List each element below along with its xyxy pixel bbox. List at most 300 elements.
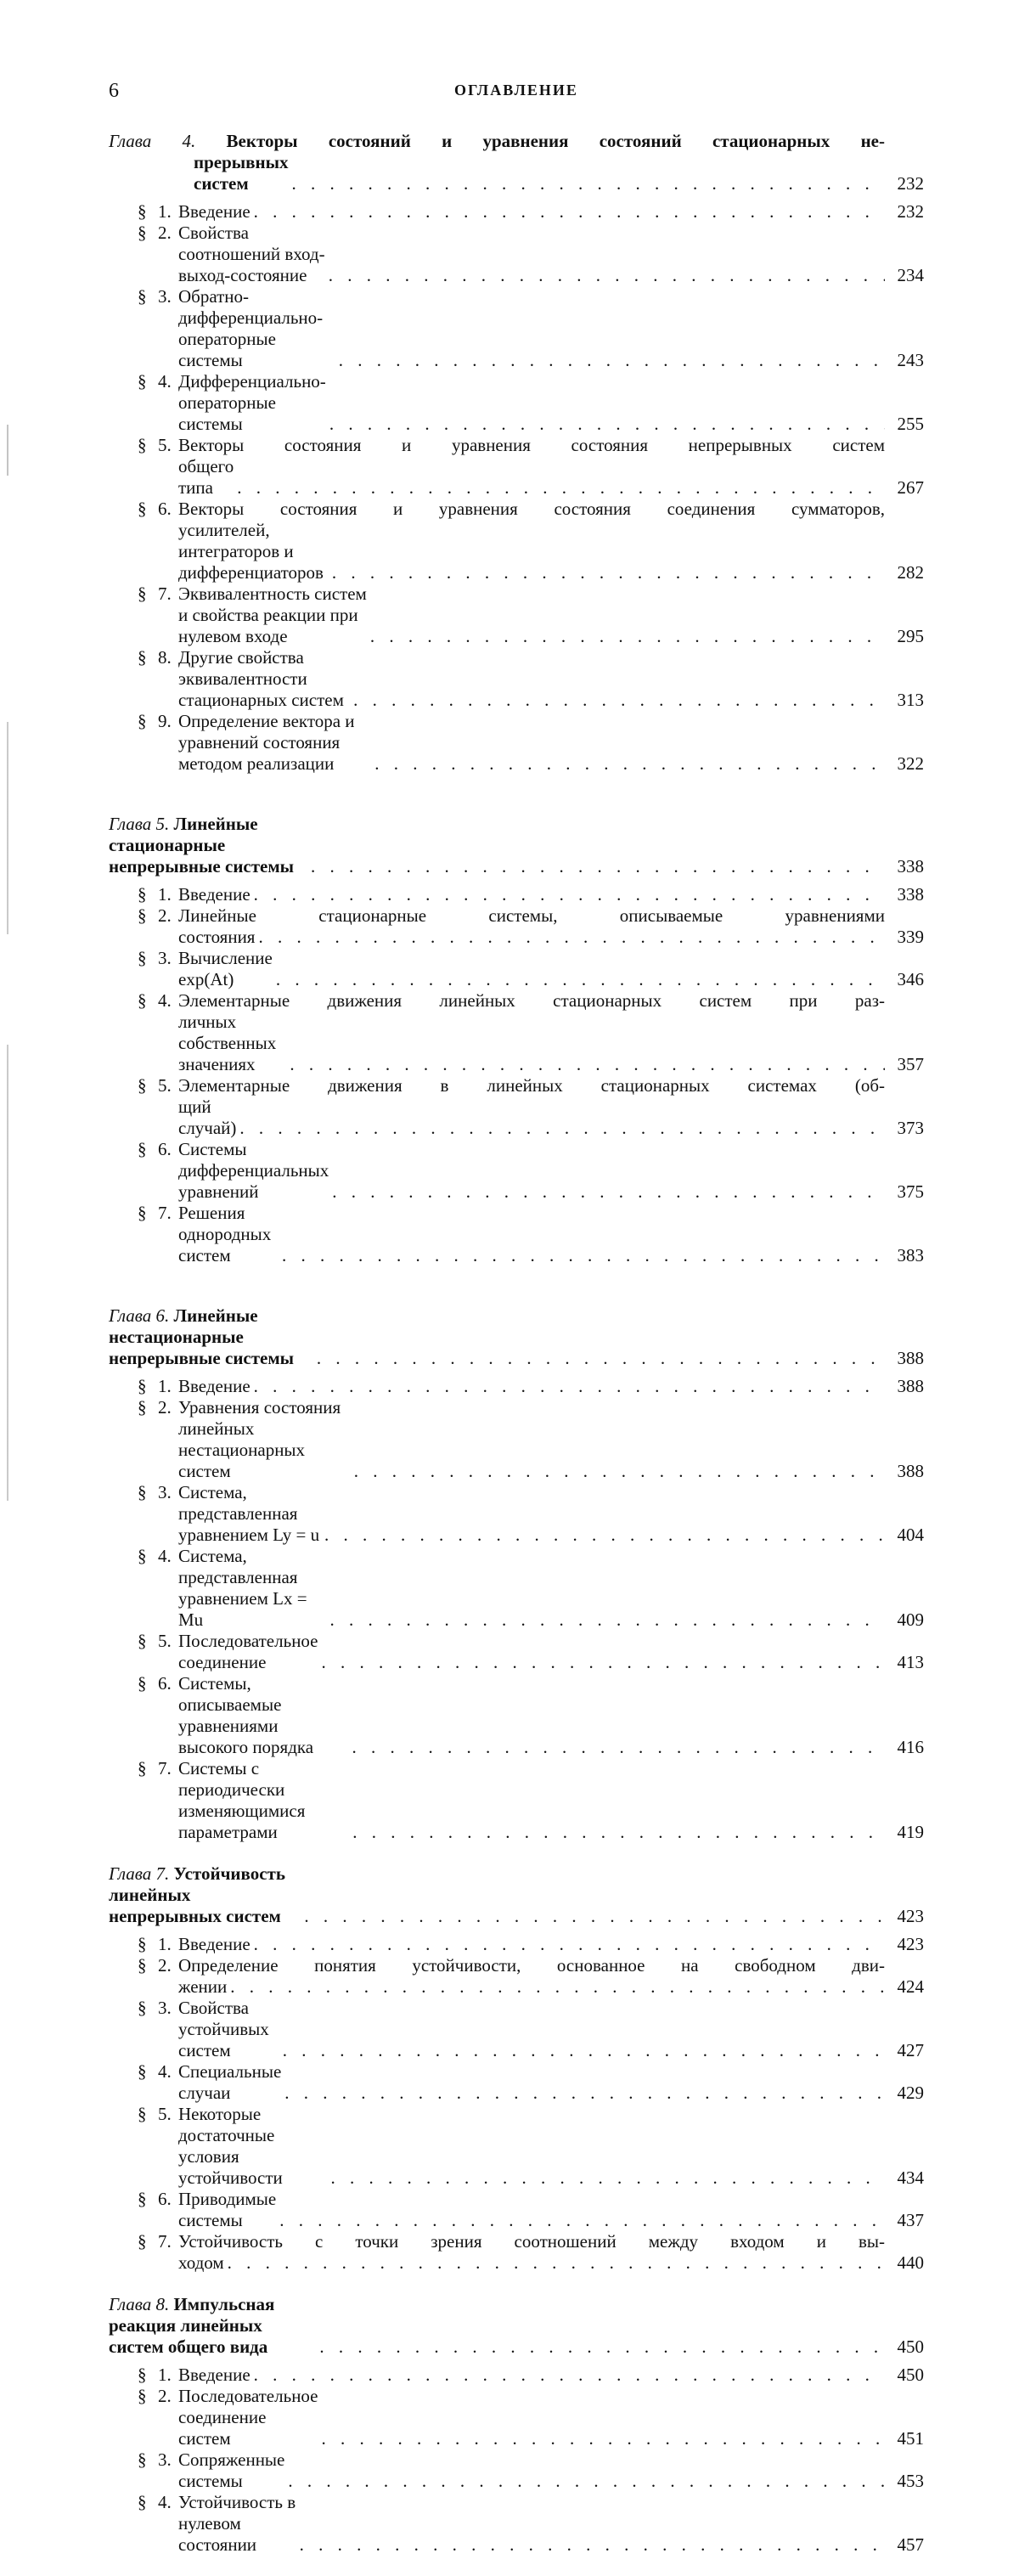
section-body: [178, 201, 924, 223]
section-body: [178, 1075, 924, 1139]
section-body: [178, 1758, 924, 1843]
section-sign: §: [138, 201, 147, 222]
toc-entry[interactable]: [109, 1758, 924, 1843]
section-body: [178, 499, 924, 583]
section-body: [178, 1631, 924, 1673]
section-sign: §: [138, 1139, 147, 1159]
section-title: личных собственных значениях: [178, 1012, 277, 1074]
section-title: Свойства соотношений вход-выход-состояние: [178, 223, 325, 285]
dot-leader: [332, 562, 885, 583]
toc-entry[interactable]: [109, 990, 924, 1075]
toc-entry[interactable]: [109, 2189, 924, 2231]
chapter-title-continuation: [109, 152, 924, 194]
dot-leader: [370, 626, 885, 647]
section-title: Векторы состояния и уравнения состояния непрерывных систем: [178, 435, 885, 455]
section-title: Введение: [178, 1934, 251, 1954]
section-line: [178, 1546, 924, 1631]
section-body: [178, 2061, 924, 2104]
dot-leader: [300, 2534, 885, 2556]
section-title: общего типа: [178, 456, 234, 498]
section-page: 419: [897, 1822, 924, 1842]
toc-entry[interactable]: [109, 371, 924, 435]
section-number: 7.: [158, 583, 172, 604]
section-line: [178, 1376, 924, 1397]
section-number: 6.: [158, 2189, 172, 2209]
section-page: 267: [897, 477, 924, 498]
dot-leader: [353, 690, 885, 711]
section-sign: §: [138, 647, 147, 668]
chapter-label: Глава 7.: [109, 1863, 174, 1884]
toc-entry[interactable]: [109, 583, 924, 647]
section-number: 2.: [158, 1955, 172, 1976]
section-number: 1.: [158, 1376, 172, 1396]
chapter-title: Линейные нестационарные непрерывные системы: [109, 1305, 295, 1368]
section-number: 9.: [158, 711, 172, 731]
chapter-title-text: [109, 814, 307, 877]
section-page: 322: [897, 753, 924, 774]
section-title: Эквивалентность систем и свойства реакции при нулевом входе: [178, 583, 367, 646]
section-page: 234: [897, 265, 924, 285]
section-line: [178, 1934, 924, 1955]
section-number: 2.: [158, 223, 172, 243]
section-page: 413: [897, 1652, 924, 1672]
section-title-continuation: [178, 456, 924, 499]
toc-entry[interactable]: [109, 2386, 924, 2449]
section-page: 346: [897, 969, 924, 989]
chapter-heading[interactable]: [109, 2294, 924, 2358]
table-of-contents: [109, 130, 924, 2576]
section-page: 404: [897, 1525, 924, 1545]
toc-entry[interactable]: [109, 2231, 924, 2274]
dot-leader: [332, 1181, 885, 1203]
section-number: 4.: [158, 1546, 172, 1566]
section-page: 409: [897, 1609, 924, 1630]
section-sign: §: [138, 1758, 147, 1778]
section-body: [178, 1139, 924, 1203]
section-title-continuation: [178, 1976, 924, 1998]
section-body: [178, 2449, 924, 2492]
section-body: [178, 1955, 924, 1998]
section-line: [178, 1998, 924, 2061]
section-line: [178, 583, 924, 647]
section-title: Линейные стационарные системы, описываемые уравнениями: [178, 905, 885, 926]
section-page: 295: [897, 626, 924, 646]
dot-leader: [254, 1376, 885, 1397]
section-title: Некоторые достаточные условия устойчивости: [178, 2104, 283, 2188]
toc-entry[interactable]: [109, 1546, 924, 1631]
section-sign: §: [138, 435, 147, 455]
toc-entry[interactable]: [109, 905, 924, 948]
section-body: [178, 1203, 924, 1266]
section-body: [178, 990, 924, 1075]
toc-entry[interactable]: [109, 1934, 924, 1955]
chapter-block: [109, 130, 924, 775]
chapter-title-text: [109, 2294, 316, 2358]
section-sign: §: [138, 223, 147, 243]
section-number: 5.: [158, 1075, 172, 1096]
section-sign: §: [138, 371, 147, 392]
section-page: 339: [897, 927, 924, 947]
section-page: 451: [897, 2428, 924, 2449]
page-header: [109, 80, 924, 104]
section-title: Уравнения состояния линейных нестационарных систем: [178, 1397, 341, 1481]
section-number: 4.: [158, 2492, 172, 2512]
section-sign: §: [138, 884, 147, 905]
section-title-continuation: [178, 520, 924, 583]
section-sign: §: [138, 1203, 147, 1223]
section-sign: §: [138, 1075, 147, 1096]
section-number: 2.: [158, 1397, 172, 1418]
toc-entry[interactable]: [109, 223, 924, 286]
dot-leader: [254, 201, 885, 223]
section-number: 2.: [158, 2386, 172, 2406]
chapter-title-text: [109, 1863, 301, 1927]
section-sign: §: [138, 1482, 147, 1502]
section-title: Устойчивость в нулевом состоянии: [178, 2492, 296, 2555]
dot-leader: [282, 1245, 885, 1266]
section-title: Обратно-дифференциально-операторные системы: [178, 286, 324, 370]
section-title: Определение понятия устойчивости, основанное на свободном дви-: [178, 1955, 885, 1976]
section-number: 1.: [158, 884, 172, 905]
chapter-label: Глава 8.: [109, 2294, 174, 2314]
section-body: [178, 286, 924, 371]
section-sign: §: [138, 1955, 147, 1976]
toc-entry[interactable]: [109, 201, 924, 223]
section-title: Свойства устойчивых систем: [178, 1998, 269, 2060]
section-title: Введение: [178, 2365, 251, 2385]
section-line: [178, 2104, 924, 2189]
section-title: Приводимые системы: [178, 2189, 277, 2230]
section-title-continuation: [178, 927, 924, 948]
dot-leader: [330, 1609, 885, 1631]
chapter-title: прерывных систем: [194, 152, 289, 194]
section-body: [178, 2231, 924, 2274]
section-title: Элементарные движения в линейных стационарных системах (об-: [178, 1075, 885, 1096]
section-page: 416: [897, 1737, 924, 1757]
section-line: [178, 884, 924, 905]
section-page: 434: [897, 2167, 924, 2188]
section-title: Вычисление exp(At): [178, 948, 273, 989]
chapter-title-line: [109, 130, 924, 152]
section-body: [178, 948, 924, 990]
section-sign: §: [138, 1998, 147, 2018]
toc-entry[interactable]: [109, 647, 924, 711]
section-body: [178, 2492, 924, 2556]
section-number: 3.: [158, 948, 172, 968]
chapter-block: [109, 814, 924, 1266]
chapter-block: [109, 1305, 924, 1843]
section-line: [178, 2449, 924, 2492]
section-title: Введение: [178, 201, 251, 222]
dot-leader: [322, 2428, 885, 2449]
toc-entry[interactable]: [109, 1955, 924, 1998]
section-body: [178, 1998, 924, 2061]
dot-leader: [284, 2083, 885, 2104]
section-body: [178, 583, 924, 647]
toc-entry[interactable]: [109, 1631, 924, 1673]
dot-leader: [290, 1054, 885, 1075]
page-number: 6: [109, 80, 119, 102]
chapter-title: Устойчивость линейных непрерывных систем: [109, 1863, 285, 1926]
section-page: 373: [897, 1118, 924, 1138]
section-line: [178, 2492, 924, 2556]
section-sign: §: [138, 583, 147, 604]
dot-leader: [322, 1652, 885, 1673]
section-line: [178, 2386, 924, 2449]
toc-entry[interactable]: [109, 2492, 924, 2556]
section-sign: §: [138, 948, 147, 968]
chapter-title: Векторы состояний и уравнения состояний стационарных не-: [226, 131, 885, 151]
section-title: Системы дифференциальных уравнений: [178, 1139, 329, 1202]
section-page: 383: [897, 1245, 924, 1265]
section-line: [178, 1397, 924, 1482]
section-sign: §: [138, 990, 147, 1011]
section-sign: §: [138, 2386, 147, 2406]
section-line: [178, 948, 924, 990]
section-body: [178, 371, 924, 435]
section-title: Система, представленная уравнением Lx = Mu: [178, 1546, 307, 1630]
section-title: Последовательное соединение: [178, 1631, 318, 1672]
toc-entry[interactable]: [109, 1397, 924, 1482]
section-body: [178, 2189, 924, 2231]
section-line: [178, 1203, 924, 1266]
chapter-title-text: [109, 1305, 313, 1369]
section-title: ходом: [178, 2252, 224, 2273]
section-sign: §: [138, 286, 147, 307]
section-number: 6.: [158, 499, 172, 519]
dot-leader: [254, 2365, 885, 2386]
toc-entry[interactable]: [109, 2365, 924, 2386]
section-title: Элементарные движения линейных стационарных систем при раз-: [178, 990, 885, 1011]
section-sign: §: [138, 2492, 147, 2512]
section-title: жении: [178, 1976, 228, 1997]
chapter-title: Линейные стационарные непрерывные системы: [109, 814, 295, 877]
section-line: [178, 201, 924, 223]
section-page: 437: [897, 2210, 924, 2230]
chapter-title-line: [109, 1305, 924, 1369]
dot-leader: [258, 927, 885, 948]
dot-leader: [254, 1934, 885, 1955]
section-number: 4.: [158, 2061, 172, 2082]
toc-entry[interactable]: [109, 884, 924, 905]
section-body: [178, 1934, 924, 1955]
section-sign: §: [138, 2104, 147, 2124]
section-number: 7.: [158, 2231, 172, 2252]
section-title: Сопряженные системы: [178, 2449, 285, 2491]
section-sign: §: [138, 2231, 147, 2252]
chapter-page: 338: [897, 856, 924, 877]
section-number: 4.: [158, 990, 172, 1011]
section-body: [178, 2386, 924, 2449]
dot-leader: [228, 2252, 885, 2274]
dot-leader: [237, 477, 885, 499]
section-body: [178, 711, 924, 775]
toc-entry[interactable]: [109, 948, 924, 990]
toc-entry[interactable]: [109, 1075, 924, 1139]
toc-entry[interactable]: [109, 2104, 924, 2189]
section-page: 232: [897, 201, 924, 222]
dot-leader: [324, 1525, 885, 1546]
dot-leader: [354, 1461, 885, 1482]
dot-leader: [279, 2210, 885, 2231]
section-number: 6.: [158, 1139, 172, 1159]
section-page: 453: [897, 2471, 924, 2491]
section-body: [178, 1673, 924, 1758]
dot-leader: [311, 856, 885, 877]
running-title: ОГЛАВЛЕНИЕ: [454, 82, 578, 99]
section-number: 3.: [158, 1482, 172, 1502]
section-body: [178, 1376, 924, 1397]
section-sign: §: [138, 2449, 147, 2470]
chapter-label: Глава 6.: [109, 1305, 174, 1326]
section-line: [178, 1758, 924, 1843]
section-number: 5.: [158, 435, 172, 455]
section-line: [178, 371, 924, 435]
toc-entry[interactable]: [109, 286, 924, 371]
section-line: [178, 286, 924, 371]
chapter-title: Импульсная реакция линейных систем общего вида: [109, 2294, 275, 2357]
section-page: 243: [897, 350, 924, 370]
toc-entry[interactable]: [109, 499, 924, 583]
section-title: Решения однородных систем: [178, 1203, 272, 1265]
section-page: 429: [897, 2083, 924, 2103]
section-page: 424: [897, 1976, 924, 1997]
section-title: состояния: [178, 927, 256, 947]
section-title-continuation: [178, 1012, 924, 1075]
dot-leader: [374, 753, 885, 775]
chapter-heading[interactable]: [109, 814, 924, 877]
section-body: [178, 435, 924, 499]
section-page: 282: [897, 562, 924, 583]
toc-entry[interactable]: [109, 1482, 924, 1546]
dot-leader: [319, 2336, 885, 2358]
section-number: 7.: [158, 1203, 172, 1223]
chapter-block: [109, 2294, 924, 2556]
chapter-page: 450: [897, 2336, 924, 2357]
chapter-page: 232: [897, 173, 924, 194]
dot-leader: [239, 1118, 885, 1139]
dot-leader: [331, 2167, 885, 2189]
toc-entry[interactable]: [109, 2061, 924, 2104]
section-number: 3.: [158, 2449, 172, 2470]
section-number: 5.: [158, 1631, 172, 1651]
dot-leader: [317, 1348, 885, 1369]
section-line: [178, 223, 924, 286]
section-number: 1.: [158, 201, 172, 222]
section-title: Дифференциально-операторные системы: [178, 371, 326, 434]
section-body: [178, 2104, 924, 2189]
section-sign: §: [138, 499, 147, 519]
dot-leader: [329, 414, 885, 435]
dot-leader: [339, 350, 885, 371]
section-number: 1.: [158, 1934, 172, 1954]
section-page: 255: [897, 414, 924, 434]
section-page: 313: [897, 690, 924, 710]
chapter-block: [109, 1863, 924, 2274]
section-title: Системы, описываемые уравнениями высокого порядка: [178, 1673, 314, 1757]
section-title: Последовательное соединение систем: [178, 2386, 318, 2449]
section-number: 2.: [158, 905, 172, 926]
dot-leader: [276, 969, 885, 990]
section-page: 440: [897, 2252, 924, 2273]
section-title-continuation: [178, 2252, 924, 2274]
section-number: 3.: [158, 1998, 172, 2018]
section-title: усилителей, интеграторов и дифференциаторов: [178, 520, 324, 583]
section-title: щий случай): [178, 1096, 237, 1138]
section-sign: §: [138, 2189, 147, 2209]
section-number: 3.: [158, 286, 172, 307]
toc-entry[interactable]: [109, 1203, 924, 1266]
section-title: Другие свойства эквивалентности стационарных систем: [178, 647, 344, 710]
chapter-title-line: [109, 814, 924, 877]
toc-entry[interactable]: [109, 1673, 924, 1758]
section-title: Система, представленная уравнением Ly = u: [178, 1482, 320, 1545]
chapter-title-line: [109, 1863, 924, 1927]
section-title-continuation: [178, 1096, 924, 1139]
section-line: [178, 1139, 924, 1203]
chapter-heading[interactable]: [109, 130, 924, 194]
section-page: 357: [897, 1054, 924, 1074]
section-number: 7.: [158, 1758, 172, 1778]
chapter-heading[interactable]: [109, 1863, 924, 1927]
section-title: Устойчивость с точки зрения соотношений между входом и вы-: [178, 2231, 885, 2252]
section-line: [178, 647, 924, 711]
toc-entry[interactable]: [109, 435, 924, 499]
section-number: 1.: [158, 2365, 172, 2385]
dot-leader: [254, 884, 885, 905]
section-line: [178, 2189, 924, 2231]
chapter-page: 423: [897, 1906, 924, 1926]
section-sign: §: [138, 905, 147, 926]
toc-entry[interactable]: [109, 1376, 924, 1397]
dot-leader: [288, 2471, 885, 2492]
dot-leader: [283, 2040, 885, 2061]
section-line: [178, 711, 924, 775]
section-line: [178, 1673, 924, 1758]
dot-leader: [352, 1822, 885, 1843]
section-line: [178, 2365, 924, 2386]
toc-entry[interactable]: [109, 1998, 924, 2061]
toc-entry[interactable]: [109, 1139, 924, 1203]
chapter-title-line: [109, 2294, 924, 2358]
section-body: [178, 647, 924, 711]
dot-leader: [292, 173, 885, 194]
section-page: 450: [897, 2365, 924, 2385]
section-title: Введение: [178, 1376, 251, 1396]
section-number: 6.: [158, 1673, 172, 1694]
section-page: 423: [897, 1934, 924, 1954]
section-line: [178, 2061, 924, 2104]
chapter-label: Глава 4.: [109, 131, 227, 151]
section-number: 5.: [158, 2104, 172, 2124]
section-title: Системы с периодически изменяющимися параметрами: [178, 1758, 306, 1842]
toc-entry[interactable]: [109, 2449, 924, 2492]
section-body: [178, 1397, 924, 1482]
section-body: [178, 2365, 924, 2386]
chapter-heading[interactable]: [109, 1305, 924, 1369]
section-line: [178, 1482, 924, 1546]
section-body: [178, 223, 924, 286]
dot-leader: [329, 265, 885, 286]
section-page: 427: [897, 2040, 924, 2060]
section-body: [178, 1482, 924, 1546]
section-page: 375: [897, 1181, 924, 1202]
section-sign: §: [138, 2061, 147, 2082]
scan-edge-artifact: [7, 0, 8, 1501]
section-number: 4.: [158, 371, 172, 392]
section-sign: §: [138, 2365, 147, 2385]
toc-entry[interactable]: [109, 711, 924, 775]
